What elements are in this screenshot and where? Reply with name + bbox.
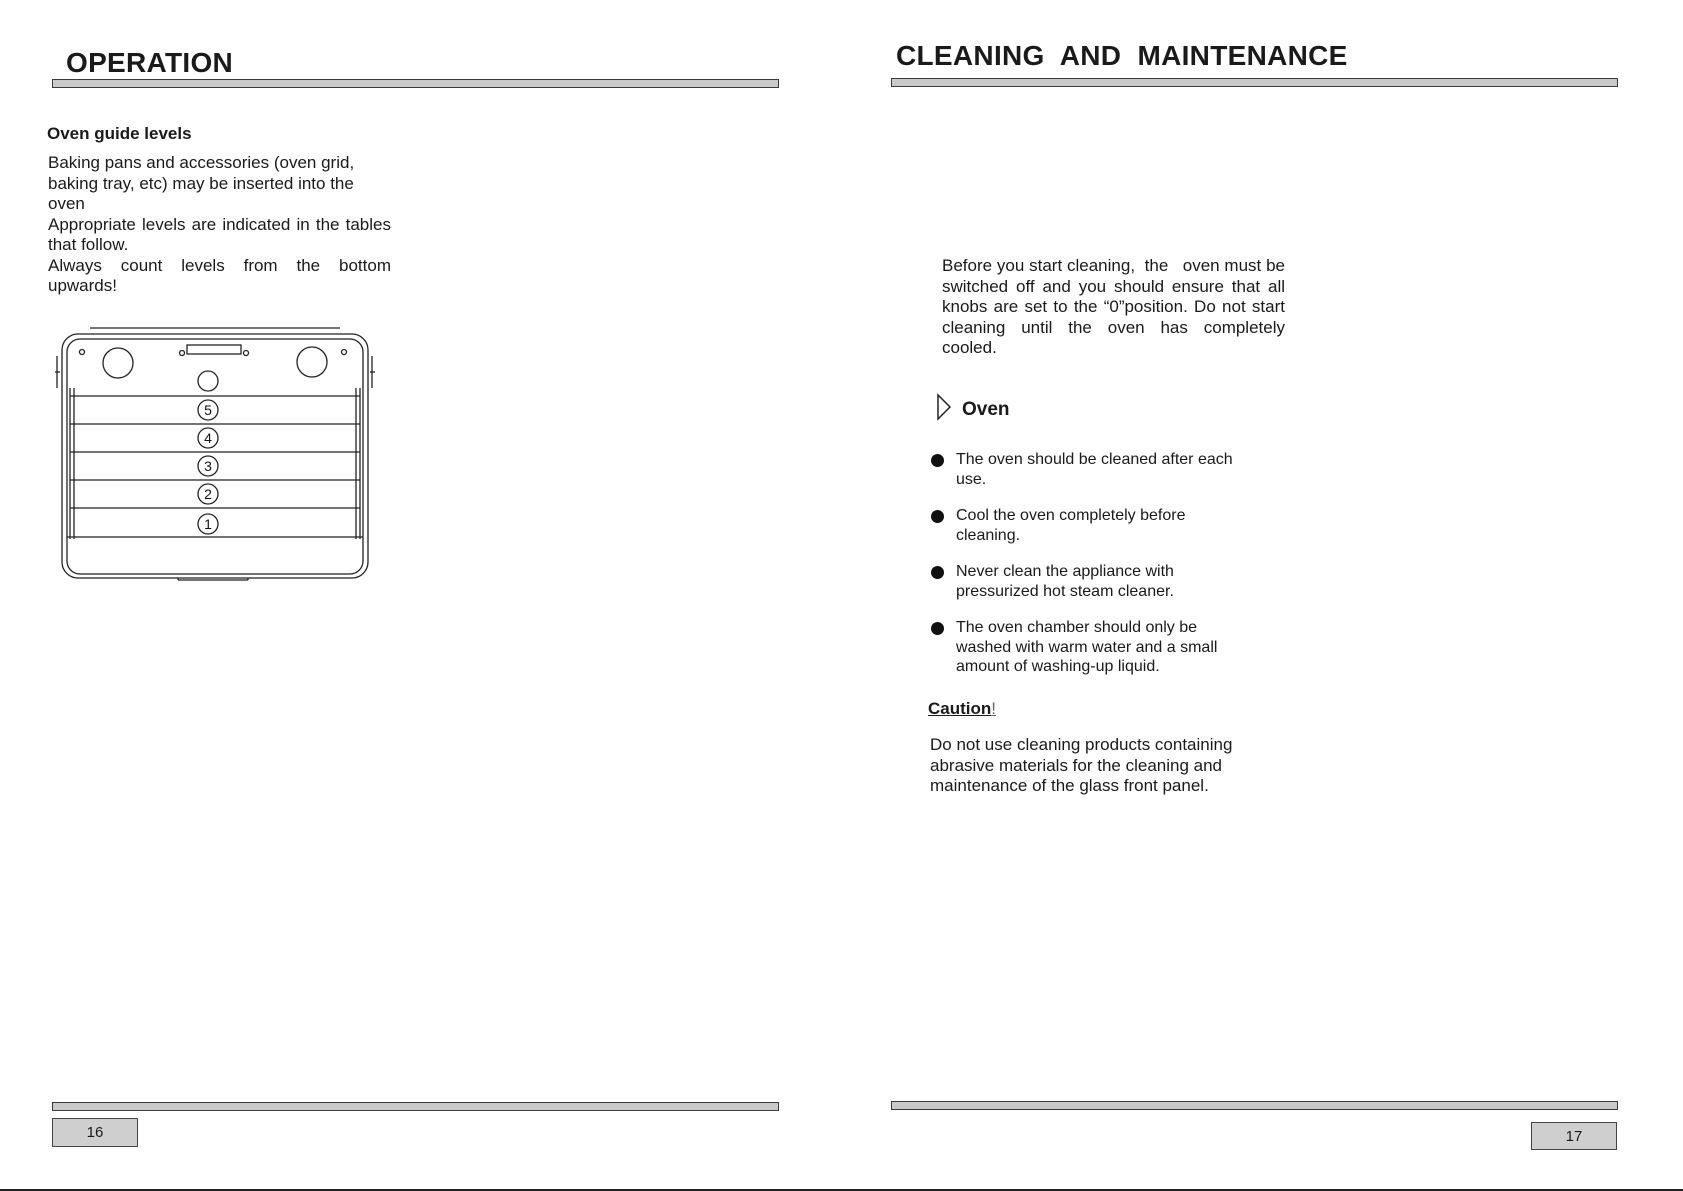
page-title: OPERATION [66, 47, 234, 78]
list-item-text: The oven chamber should only be washed with warm water and a small amount of washing-up liquid. [956, 619, 1218, 675]
footer-rule [52, 1102, 779, 1111]
page-number: 16 [52, 1118, 138, 1147]
caution-heading [928, 699, 996, 719]
section-subheading: Oven guide levels [47, 124, 192, 143]
intro-text [942, 256, 1290, 359]
paragraph: Baking pans and accessories (oven grid, baking tray, etc) may be inserted into the oven [48, 153, 355, 213]
list-item [931, 506, 1251, 545]
level-label: 1 [204, 516, 212, 532]
level-label: 2 [204, 486, 212, 502]
paragraph: Do not use cleaning products containing abrasive materials for the cleaning and maintenance of the glass front panel. [930, 735, 1233, 795]
header-rule [891, 78, 1618, 87]
list-item-text: The oven should be cleaned after each use. [956, 451, 1233, 488]
list-item-text: Cool the oven completely before cleaning. [956, 507, 1186, 544]
page-number: 17 [1531, 1122, 1617, 1150]
footer-rule [891, 1101, 1618, 1110]
paragraph: Always count levels from the bottom upwards! [48, 255, 391, 295]
level-label: 4 [204, 430, 212, 446]
level-label: 5 [204, 402, 212, 418]
section-heading: Oven [962, 399, 1010, 420]
triangle-marker-icon [936, 393, 952, 421]
page-title: CLEANING AND MAINTENANCE [896, 40, 1348, 71]
oven-levels-diagram [52, 322, 382, 584]
bullet-list [931, 450, 1251, 694]
header-rule [52, 79, 779, 88]
paragraph: Before you start cleaning, the oven must be switched off and you should ensure that all knobs are set to the “0”position. Do not start cleaning until the oven has completely cooled. [942, 256, 1290, 357]
level-label: 3 [204, 458, 212, 474]
list-item [931, 618, 1251, 677]
bullet-dot-icon [931, 454, 944, 467]
body-text [48, 153, 391, 297]
bullet-dot-icon [931, 622, 944, 635]
list-item [931, 450, 1251, 489]
caution-mark: ! [991, 699, 997, 718]
caution-text [930, 735, 1270, 797]
bullet-dot-icon [931, 510, 944, 523]
paragraph: Appropriate levels are indicated in the tables that follow. [48, 214, 391, 254]
caution-label: Caution [928, 699, 992, 718]
list-item [931, 562, 1251, 601]
list-item-text: Never clean the appliance with pressurized hot steam cleaner. [956, 563, 1174, 600]
bullet-dot-icon [931, 566, 944, 579]
